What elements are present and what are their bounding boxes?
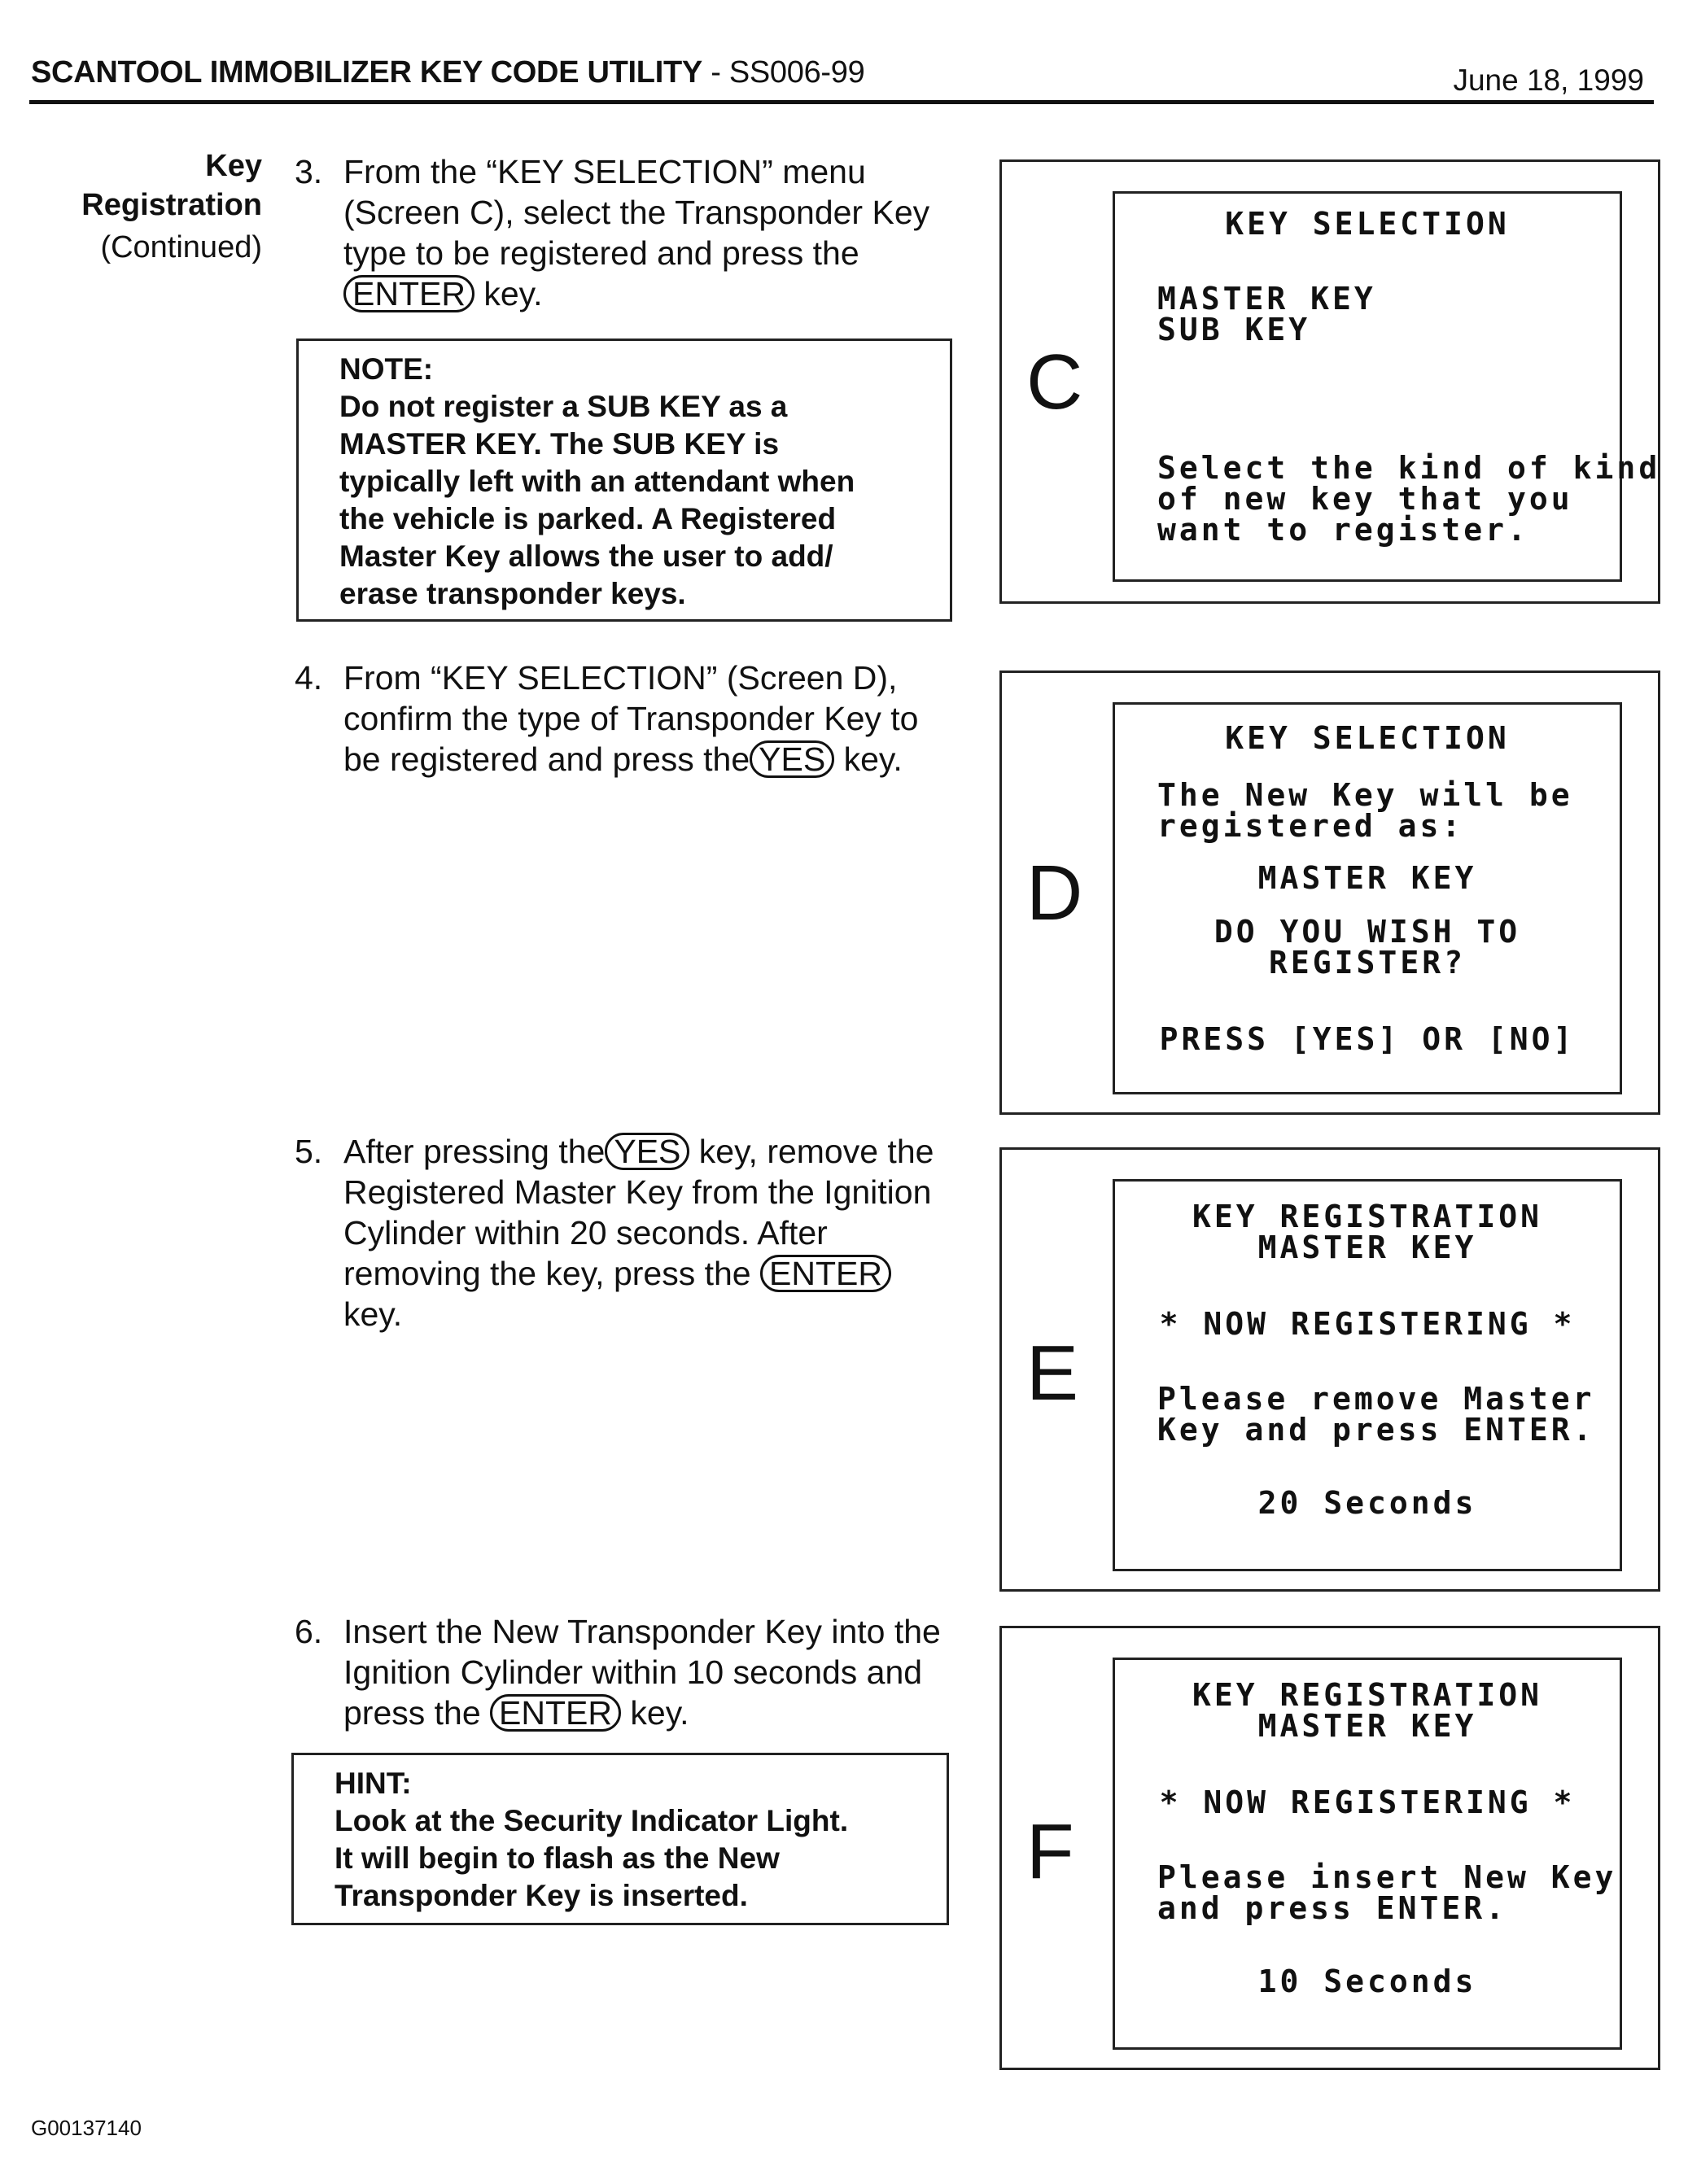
display-question: DO YOU WISH TO	[1214, 914, 1521, 950]
step-line: From “KEY SELECTION” (Screen D),	[343, 659, 898, 697]
display-message: registered as:	[1157, 808, 1464, 844]
screen-panel-f	[999, 1626, 1660, 2070]
hint-line: Look at the Security Indicator Light.	[335, 1804, 849, 1837]
scan-tool-display	[1113, 1658, 1622, 2050]
display-message: Select the kind of kind	[1157, 450, 1661, 486]
display-title: KEY REGISTRATION	[1192, 1199, 1543, 1234]
note-line: MASTER KEY. The SUB KEY is	[339, 427, 780, 461]
display-prompt: PRESS [YES] OR [NO]	[1159, 1021, 1576, 1057]
screen-panel-d	[999, 670, 1660, 1115]
step-line: key.	[343, 1295, 403, 1333]
display-status: * NOW REGISTERING *	[1159, 1306, 1576, 1342]
step-line: Registered Master Key from the Ignition	[343, 1173, 932, 1211]
scan-tool-display	[1113, 1179, 1622, 1571]
document-title	[31, 55, 864, 90]
enter-key-symbol: ENTER	[490, 1694, 621, 1732]
step-line: type to be registered and press the	[343, 234, 859, 272]
note-line: Do not register a SUB KEY as a	[339, 390, 788, 423]
display-message: and press ENTER.	[1157, 1890, 1508, 1926]
step-line: confirm the type of Transponder Key to	[343, 700, 919, 737]
display-subtitle: MASTER KEY	[1257, 1708, 1477, 1744]
document-date: June 18, 1999	[1453, 63, 1644, 97]
scan-tool-display	[1113, 191, 1661, 582]
display-message: of new key that you	[1157, 481, 1573, 517]
screen-panel-e	[999, 1147, 1660, 1592]
section-heading	[49, 146, 262, 267]
figure-code: G00137140	[31, 2116, 142, 2140]
display-title: KEY SELECTION	[1225, 720, 1510, 756]
yes-key-symbol: YES	[605, 1133, 689, 1170]
display-timer: 20 Seconds	[1257, 1485, 1477, 1521]
enter-key-symbol: ENTER	[343, 275, 474, 312]
step-line: key.	[474, 275, 543, 312]
step-number: 5.	[295, 1133, 323, 1170]
menu-option-sub-key: SUB KEY	[1157, 312, 1311, 347]
display-message: want to register.	[1157, 512, 1529, 548]
display-title: KEY SELECTION	[1225, 206, 1510, 242]
hint-title: HINT:	[335, 1767, 412, 1800]
step-number: 4.	[295, 659, 323, 697]
step-line: After pressing the	[343, 1133, 606, 1170]
section-heading-line2: Registration	[81, 188, 262, 222]
hint-box	[291, 1753, 949, 1925]
enter-key-symbol: ENTER	[760, 1255, 891, 1292]
display-key-type: MASTER KEY	[1257, 860, 1477, 896]
screen-letter: F	[1026, 1808, 1074, 1895]
doc-number: - SS006-99	[702, 55, 865, 90]
note-box	[296, 339, 952, 622]
display-message: The New Key will be	[1157, 777, 1573, 813]
step-line: removing the key, press the	[343, 1255, 760, 1292]
screen-panel-c	[999, 159, 1660, 604]
step-line: key.	[621, 1694, 689, 1732]
screen-letter: E	[1026, 1330, 1079, 1417]
step-line: (Screen C), select the Transponder Key	[343, 194, 930, 231]
menu-option-master-key: MASTER KEY	[1157, 281, 1376, 317]
step-line: Insert the New Transponder Key into the	[343, 1613, 941, 1650]
step-line: Cylinder within 20 seconds. After	[343, 1214, 828, 1251]
note-title: NOTE:	[339, 352, 434, 386]
note-line: the vehicle is parked. A Registered	[339, 502, 837, 535]
display-message: Please insert New Key	[1157, 1859, 1617, 1895]
step-line: be registered and press the	[343, 740, 750, 778]
yes-key-symbol: YES	[750, 740, 834, 778]
screen-letter: C	[1026, 339, 1083, 426]
display-title: KEY REGISTRATION	[1192, 1677, 1543, 1713]
step-number: 3.	[295, 153, 323, 190]
step-line: key, remove the	[689, 1133, 934, 1170]
display-subtitle: MASTER KEY	[1257, 1230, 1477, 1265]
display-message: Key and press ENTER.	[1157, 1412, 1595, 1448]
scan-tool-display	[1113, 702, 1622, 1094]
note-line: Master Key allows the user to add/	[339, 539, 833, 573]
step-line: From the “KEY SELECTION” menu	[343, 153, 866, 190]
step-line: Ignition Cylinder within 10 seconds and	[343, 1653, 923, 1691]
section-heading-continued: (Continued)	[100, 230, 262, 264]
display-timer: 10 Seconds	[1257, 1963, 1477, 1999]
display-question: REGISTER?	[1269, 945, 1466, 981]
hint-line: It will begin to flash as the New	[335, 1841, 780, 1875]
title-text: SCANTOOL IMMOBILIZER KEY CODE UTILITY	[31, 55, 702, 90]
header-rule	[29, 100, 1654, 104]
step-line: press the	[343, 1694, 491, 1732]
display-message: Please remove Master	[1157, 1381, 1595, 1417]
step-line: key.	[834, 740, 903, 778]
screen-letter: D	[1026, 850, 1083, 937]
hint-line: Transponder Key is inserted.	[335, 1879, 748, 1912]
section-heading-line1: Key	[205, 149, 262, 183]
note-line: erase transponder keys.	[339, 577, 686, 610]
step-number: 6.	[295, 1613, 323, 1650]
note-line: typically left with an attendant when	[339, 465, 855, 498]
display-status: * NOW REGISTERING *	[1159, 1784, 1576, 1820]
